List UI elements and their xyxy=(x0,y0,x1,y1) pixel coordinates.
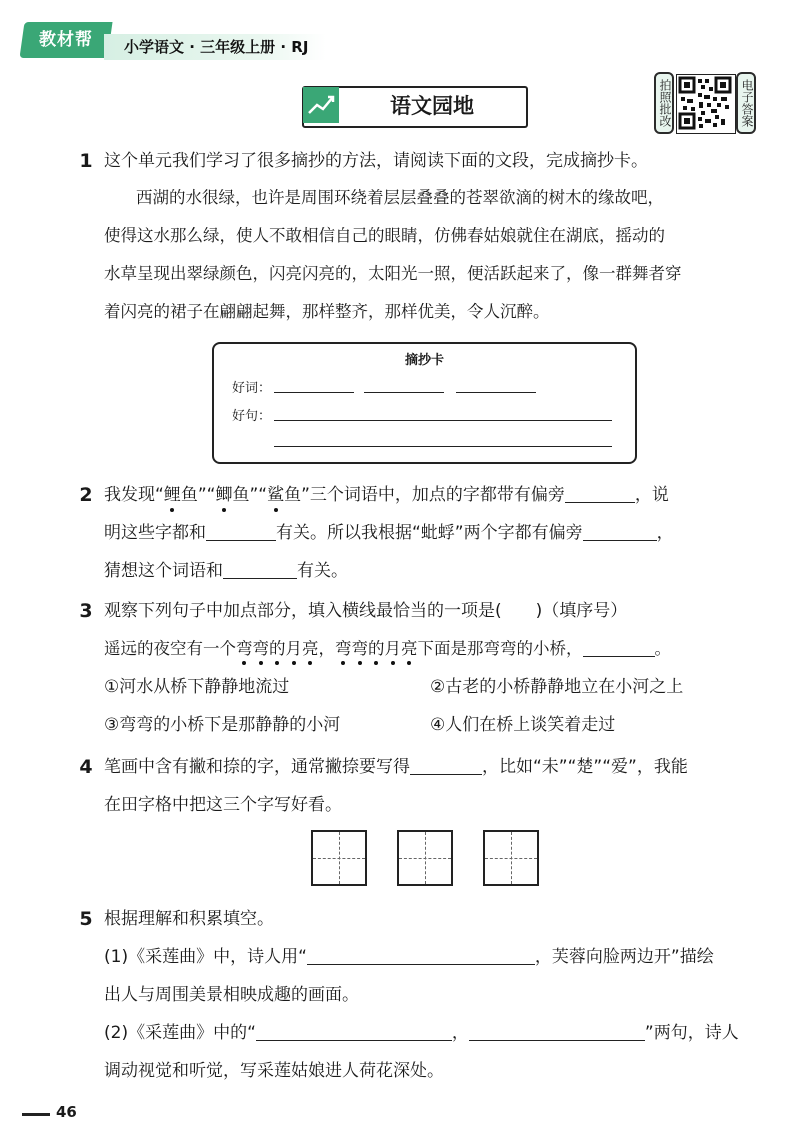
q2-text: 猜想这个词语和 xyxy=(104,561,223,581)
good-sentence-blank[interactable] xyxy=(274,446,612,447)
q5-part2-line2: 调动视觉和听觉，写采莲姑娘进人荷花深处。 xyxy=(104,1061,444,1081)
q2-text: 鱼 xyxy=(284,485,302,505)
answer-blank[interactable] xyxy=(223,560,297,579)
dotted-char: 的 xyxy=(368,639,385,658)
q2-text: ”三个词语中，加点的字都带有偏旁 xyxy=(301,485,565,505)
q2-text: 鱼 xyxy=(232,485,250,505)
q3-text: 下面是那弯弯的小桥， xyxy=(417,639,583,658)
answer-blank[interactable] xyxy=(583,638,655,657)
q4-line-1 xyxy=(104,754,688,780)
q3-prompt: 观察下列句子中加点部分，填入横线最恰当的一项是( )（填序号） xyxy=(104,601,628,621)
passage-line: 西湖的水很绿，也许是周围环绕着层层叠叠的苍翠欲滴的树木的缘故吧， xyxy=(136,188,664,207)
dotted-char: ， xyxy=(318,639,335,658)
q5-text: ”两句，诗人 xyxy=(644,1023,739,1043)
qr-code-icon[interactable] xyxy=(676,74,736,134)
q2-line-3 xyxy=(104,558,348,584)
q2-text: 明这些字都和 xyxy=(104,523,206,543)
question-number: 1 xyxy=(79,150,93,172)
q3-dotted-run xyxy=(236,639,418,658)
answer-key-label: 电子答案 xyxy=(736,72,756,134)
page-dash xyxy=(22,1113,50,1116)
photo-grade-label: 拍照批改 xyxy=(654,72,674,134)
answer-blank[interactable] xyxy=(256,1022,452,1041)
q2-text: ”“ xyxy=(197,485,216,505)
answer-blank[interactable] xyxy=(307,946,535,965)
q4-text: 笔画中含有撇和捺的字，通常撇捺要写得 xyxy=(104,757,410,777)
dotted-char: 的 xyxy=(269,639,286,658)
good-words-label: 好词： xyxy=(232,381,272,396)
question-number: 4 xyxy=(79,756,93,778)
section-title: 语文园地 xyxy=(390,94,474,118)
answer-blank[interactable] xyxy=(206,522,276,541)
q5-text: (1)《采莲曲》中，诗人用“ xyxy=(104,947,307,967)
option-2: ②古老的小桥静静地立在小河之上 xyxy=(430,677,684,697)
good-word-blank[interactable] xyxy=(364,392,444,393)
option-1: ①河水从桥下静静地流过 xyxy=(104,677,290,697)
option-3: ③弯弯的小桥下是那静静的小河 xyxy=(104,715,341,735)
answer-blank[interactable] xyxy=(410,756,482,775)
q5-text: ，芙蓉向脸两边开”描绘 xyxy=(534,947,714,967)
question-number: 5 xyxy=(79,908,93,930)
dotted-char: 亮 xyxy=(302,639,319,658)
dotted-char: 弯 xyxy=(252,639,269,658)
tianzi-grid[interactable] xyxy=(311,830,367,886)
q5-part1-line1 xyxy=(104,944,714,970)
q2-text: ，说 xyxy=(634,485,669,505)
card-title: 摘抄卡 xyxy=(404,353,444,368)
q2-text: 有关。所以我根据“蚍蜉”两个字都有偏旁 xyxy=(276,523,583,543)
passage-line: 使得这水那么绿，使人不敢相信自己的眼睛，仿佛春姑娘就住在湖底，摇动的 xyxy=(104,226,665,245)
q2-text: ”“ xyxy=(249,485,268,505)
option-4: ④人们在桥上谈笑着走过 xyxy=(430,715,616,735)
q3-text: 遥远的夜空有一个 xyxy=(104,639,236,658)
dotted-char: 月 xyxy=(285,639,302,658)
q2-text: 鱼 xyxy=(180,485,198,505)
q5-part1-line2: 出人与周围美景相映成趣的画面。 xyxy=(104,985,359,1005)
tianzi-grid[interactable] xyxy=(397,830,453,886)
answer-blank[interactable] xyxy=(565,484,635,503)
good-word-blank[interactable] xyxy=(274,392,354,393)
q2-line-1 xyxy=(104,482,669,508)
dotted-char: 鲫 xyxy=(215,485,233,505)
q5-text: (2)《采莲曲》中的“ xyxy=(104,1023,256,1043)
q2-text: 我发现“ xyxy=(104,485,164,505)
q4-line-2: 在田字格中把这三个字写好看。 xyxy=(104,795,342,815)
page-number: 46 xyxy=(56,1103,77,1121)
good-sentence-blank[interactable] xyxy=(274,420,612,421)
answer-blank[interactable] xyxy=(469,1022,645,1041)
chart-trend-icon xyxy=(303,87,339,123)
dotted-char: 鲤 xyxy=(163,485,181,505)
q5-prompt: 根据理解和积累填空。 xyxy=(104,909,274,929)
dotted-char: 弯 xyxy=(351,639,368,658)
q4-text: ，比如“未”“楚”“爱”，我能 xyxy=(482,757,688,777)
tianzi-grid[interactable] xyxy=(483,830,539,886)
q1-prompt: 这个单元我们学习了很多摘抄的方法，请阅读下面的文段，完成摘抄卡。 xyxy=(104,151,648,171)
good-sentences-label: 好句： xyxy=(232,409,272,424)
good-word-blank[interactable] xyxy=(456,392,536,393)
q3-text: 。 xyxy=(654,639,671,658)
q5-text: ， xyxy=(451,1023,469,1043)
book-subtitle: 小学语文 · 三年级上册 · RJ xyxy=(124,38,309,56)
dotted-char: 鲨 xyxy=(267,485,285,505)
dotted-char: 月 xyxy=(384,639,401,658)
answer-blank[interactable] xyxy=(583,522,657,541)
passage-line: 水草呈现出翠绿颜色，闪亮闪亮的，太阳光一照，便活跃起来了，像一群舞者穿 xyxy=(104,264,682,283)
q2-text: 有关。 xyxy=(297,561,348,581)
question-number: 3 xyxy=(79,600,93,622)
q5-part2-line1 xyxy=(104,1020,739,1046)
q2-line-2 xyxy=(104,520,674,546)
passage-line: 着闪亮的裙子在翩翩起舞，那样整齐，那样优美，令人沉醉。 xyxy=(104,302,550,321)
question-number: 2 xyxy=(79,484,93,506)
dotted-char: 弯 xyxy=(335,639,352,658)
brand-label: 教材帮 xyxy=(39,30,93,50)
dotted-char: 弯 xyxy=(236,639,253,658)
dotted-char: 亮 xyxy=(401,639,418,658)
q3-sentence xyxy=(104,636,671,662)
q2-text: ， xyxy=(656,523,674,543)
